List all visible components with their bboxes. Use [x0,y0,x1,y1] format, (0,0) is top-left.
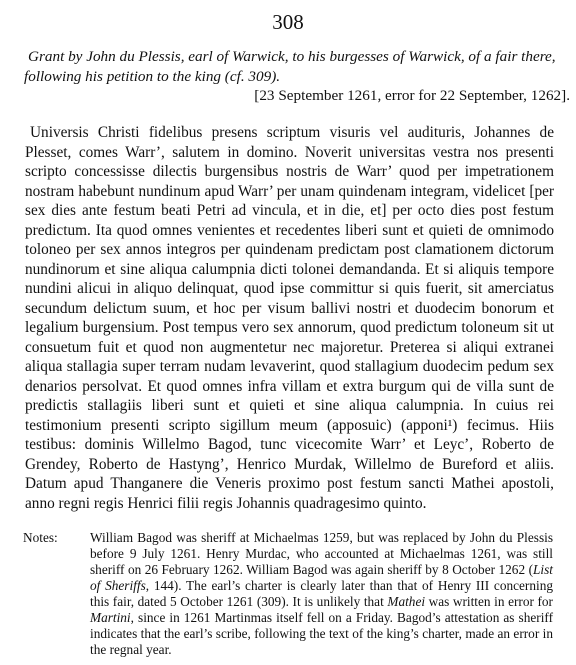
notes-part-2: , 144). The earl’s charter is clearly later than that of Henry III concerning this fair, dated 5 October 1261 (309). It is unlikely that [90,578,553,609]
document-heading: Grant by John du Plessis, earl of Warwick, to his burgesses of Warwick, of a fair there, following his petition to the king (cf. 309). [24,48,556,85]
notes-part-3: was written in error for [425,594,553,609]
notes-text [90,530,553,658]
notes-part-4: , since in 1261 Martinmas itself fell on a Friday. Bagod’s attestation as sheriff indicates that the earl’s scribe, following the text of the king’s charter, made an error in the regnal year. [90,610,553,657]
notes-part-1: William Bagod was sheriff at Michaelmas 1259, but was replaced by John du Plessis before 9 July 1261. Henry Murdac, who accounted at Michaelmas 1261, was still sheriff on 26 February 1262. William Bagod was again sheriff by 8 October 1262 ( [90,530,553,577]
notes-word-mathei: Mathei [387,594,426,609]
notes-word-martini: Martini [90,610,131,625]
document-date: [23 September 1261, error for 22 September, 1262]. [254,87,570,104]
charter-text: Universis Christi fidelibus presens scriptum visuris vel audituris, Johannes de Plesset, comes Warr’, salutem in domino. Noverit universitas vestra nos presenti scripto concessisse dilectis burgensibus nostris de Warr’ quod per impetrationem nostram habebunt nundinum apud Warr’ per unam quindenam integram, videlicet [per sex dies ante festum beati Petri ad vincula, et in die, et] per octo dies post festum predictum. Ita quod omnes venientes et recedentes liberi sunt et quieti de omnimodo toloneo per sex annos integros per quindenam predictam post clamationem dictorum nundinorum et sine aliqua calumpnia dicti tolonei demandanda. Et si aliquis tempore nundini alicui in aliquo delinquat, quod ipse committur si quis fuerit, sit amerciatus secundum delictum suum, et hoc per visum ballivi nostri et duodecim bonorum et legalium burgensium. Post tempus vero sex annorum, quod predictum toloneum sit ut consuetum fuit et quod non augmentetur nec majoretur. Preterea si aliqui extranei aliqua stallagia super terram nudam levaverint, quod stallagium duodecim pedum sex denarios persolvat. Et quod omnes infra villam et extra burgum qui de villa sunt de predictis stallagiis liberi sunt et quieti et sine aliqua calumpnia. In cuius rei testimonium presenti scripto sigillum meum (apposuic) (apponi¹) fecimus. Hiis testibus: dominis Willelmo Bagod, tunc vicecomite Warr’ et Leyc’, Roberto de Grendey, Roberto de Hastyng’, Henrico Murdak, Willelmo de Bureford et aliis. Datum apud Thanganere die Veneris proximo post festum sancti Mathei apostoli, anno regni regis Henrici filii regis Johannis quadragesimo quinto. [25,124,554,512]
notes-list-title: List of Sheriffs [90,562,553,593]
document-number: 308 [272,10,304,34]
notes-label: Notes: [23,530,58,545]
